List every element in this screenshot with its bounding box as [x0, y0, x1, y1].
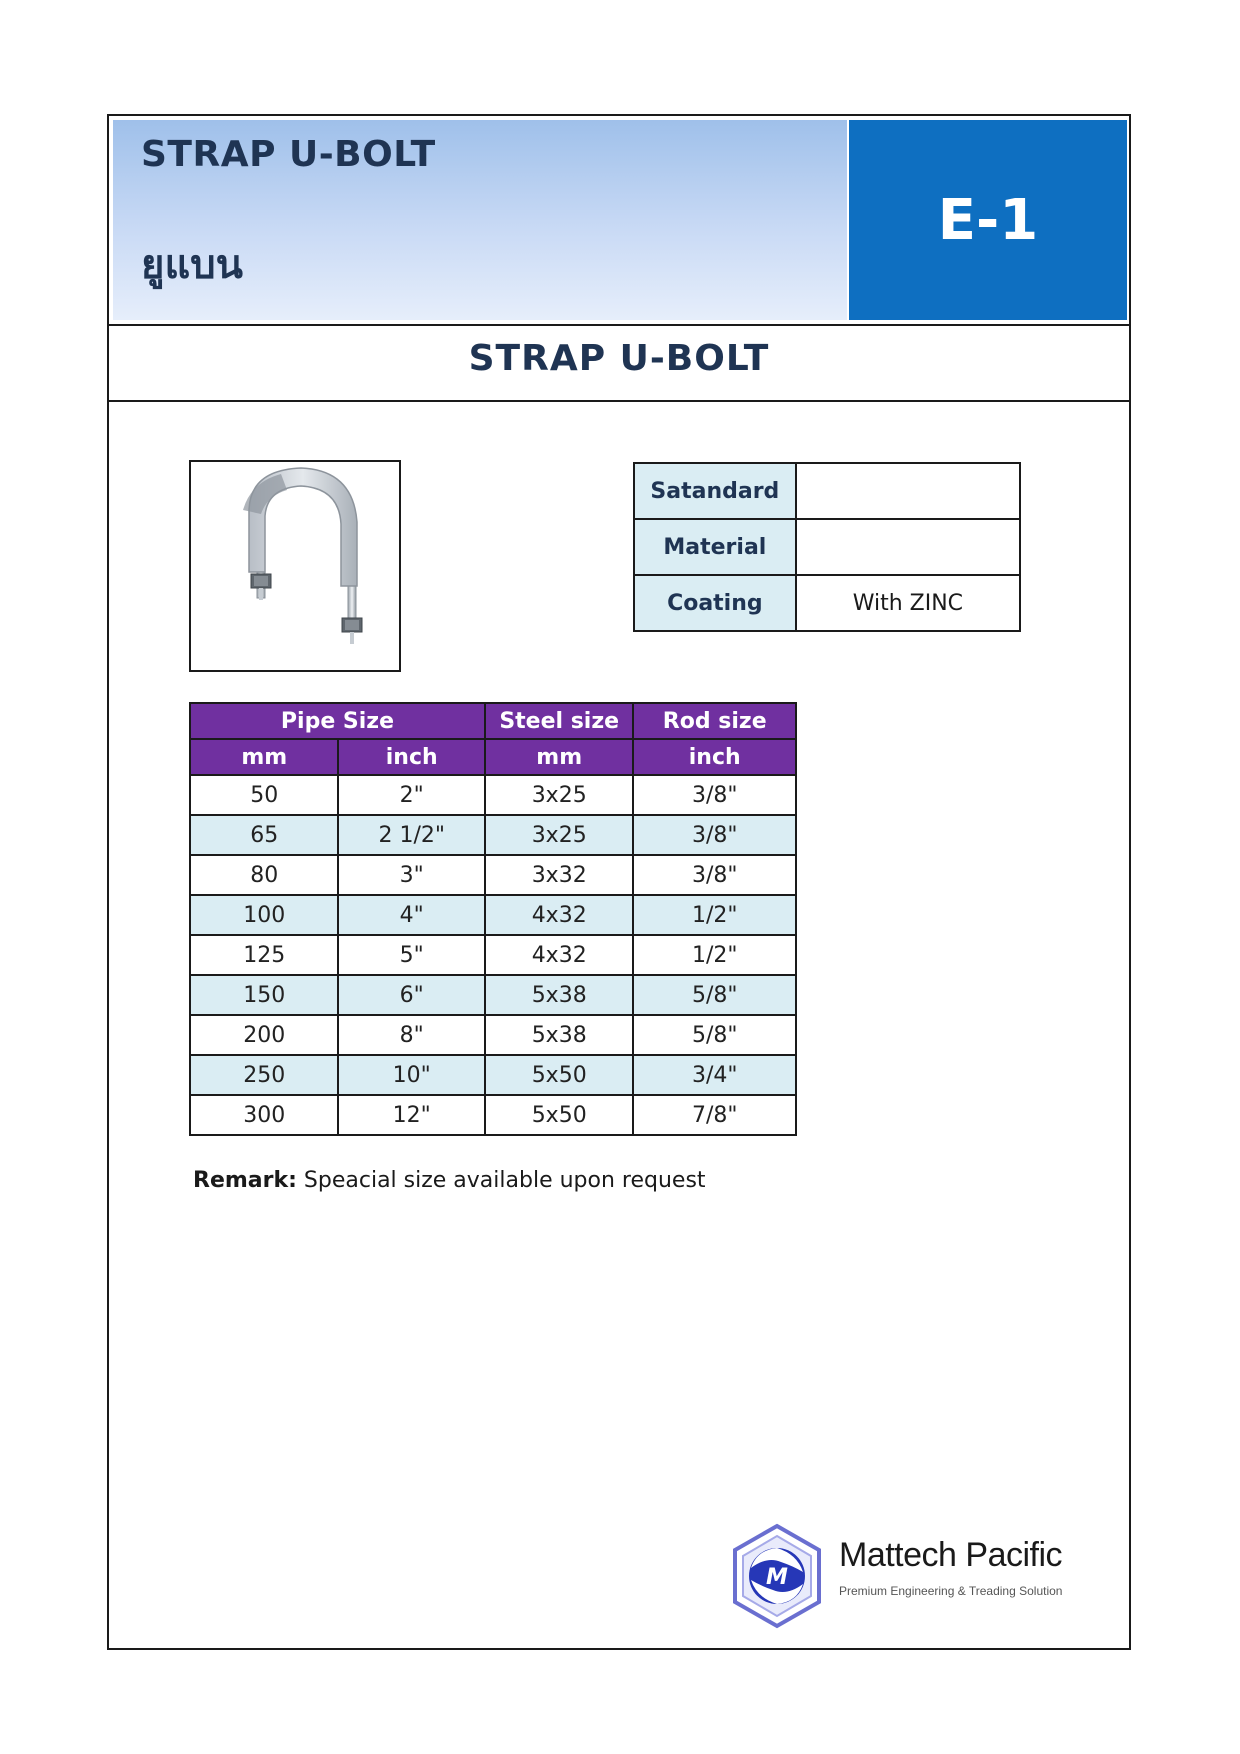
product-code: E-1	[937, 187, 1039, 253]
spec-label: Satandard	[634, 463, 796, 519]
table-cell: 6"	[338, 975, 484, 1015]
table-row	[190, 1055, 796, 1095]
table-cell: 3/8"	[633, 775, 796, 815]
table-cell: 12"	[338, 1095, 484, 1135]
table-cell: 2 1/2"	[338, 815, 484, 855]
table-cell: 300	[190, 1095, 338, 1135]
table-cell: 1/2"	[633, 895, 796, 935]
spec-label: Material	[634, 519, 796, 575]
product-code-panel	[849, 120, 1127, 320]
brand-tagline: Premium Engineering & Treading Solution	[839, 1584, 1063, 1598]
table-cell: 50	[190, 775, 338, 815]
spec-value: With ZINC	[796, 575, 1020, 631]
spec-value	[796, 519, 1020, 575]
table-cell: 5x38	[485, 975, 633, 1015]
table-cell: 8"	[338, 1015, 484, 1055]
table-cell: 3x25	[485, 775, 633, 815]
table-cell: 250	[190, 1055, 338, 1095]
table-cell: 3/8"	[633, 815, 796, 855]
remark-text: Speacial size available upon request	[296, 1168, 706, 1193]
brand-name: Mattech Pacific	[839, 1536, 1063, 1574]
table-cell: 5/8"	[633, 975, 796, 1015]
strap-u-bolt-image	[189, 460, 401, 672]
table-row	[190, 815, 796, 855]
size-table-group-header	[190, 703, 796, 739]
remark	[193, 1168, 706, 1193]
table-cell: 3"	[338, 855, 484, 895]
table-cell: 150	[190, 975, 338, 1015]
title-thai: ยูแบน	[141, 242, 243, 288]
spec-row-standard	[634, 463, 1020, 519]
section-title: STRAP U-BOLT	[468, 338, 770, 379]
table-row	[190, 855, 796, 895]
datasheet-frame	[107, 114, 1131, 1650]
table-cell: 4x32	[485, 895, 633, 935]
table-row	[190, 775, 796, 815]
spec-row-coating	[634, 575, 1020, 631]
table-cell: 2"	[338, 775, 484, 815]
table-cell: 80	[190, 855, 338, 895]
table-row	[190, 1095, 796, 1135]
table-cell: 7/8"	[633, 1095, 796, 1135]
table-cell: 5x50	[485, 1095, 633, 1135]
table-row	[190, 1015, 796, 1055]
table-cell: 3/4"	[633, 1055, 796, 1095]
table-cell: 5"	[338, 935, 484, 975]
spec-table	[633, 462, 1021, 632]
mattech-hexagon-logo-icon	[727, 1522, 827, 1632]
section-divider	[109, 400, 1129, 402]
size-table-unit-header	[190, 739, 796, 775]
unit-header: inch	[633, 739, 796, 775]
title-english: STRAP U-BOLT	[141, 134, 436, 175]
table-cell: 5x38	[485, 1015, 633, 1055]
company-logo	[727, 1522, 1127, 1632]
table-cell: 200	[190, 1015, 338, 1055]
table-row	[190, 975, 796, 1015]
table-cell: 3/8"	[633, 855, 796, 895]
table-cell: 65	[190, 815, 338, 855]
table-cell: 3x32	[485, 855, 633, 895]
size-table	[189, 702, 797, 1136]
header-steel-size: Steel size	[485, 703, 633, 739]
table-cell: 4"	[338, 895, 484, 935]
table-cell: 5/8"	[633, 1015, 796, 1055]
table-cell: 4x32	[485, 935, 633, 975]
spec-value	[796, 463, 1020, 519]
unit-header: inch	[338, 739, 484, 775]
header-divider	[109, 324, 1129, 326]
table-cell: 3x25	[485, 815, 633, 855]
unit-header: mm	[485, 739, 633, 775]
table-cell: 1/2"	[633, 935, 796, 975]
remark-label: Remark:	[193, 1168, 297, 1193]
table-cell: 10"	[338, 1055, 484, 1095]
table-cell: 5x50	[485, 1055, 633, 1095]
strap-u-bolt-icon	[191, 462, 399, 670]
spec-label: Coating	[634, 575, 796, 631]
spec-row-material	[634, 519, 1020, 575]
svg-text:M: M	[766, 1565, 788, 1590]
table-cell: 100	[190, 895, 338, 935]
unit-header: mm	[190, 739, 338, 775]
table-row	[190, 895, 796, 935]
header-pipe-size: Pipe Size	[190, 703, 485, 739]
header-rod-size: Rod size	[633, 703, 796, 739]
table-cell: 125	[190, 935, 338, 975]
table-row	[190, 935, 796, 975]
header-title-panel	[113, 120, 847, 320]
